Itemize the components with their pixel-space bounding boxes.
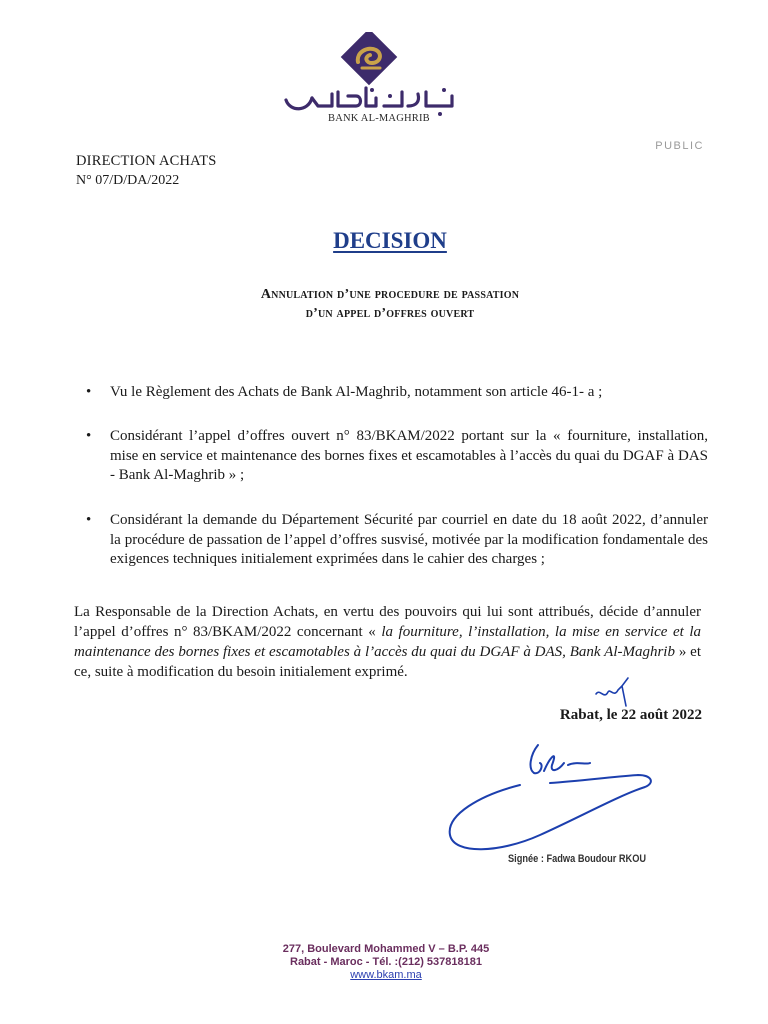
footer-city-phone: Rabat - Maroc - Tél. :(212) 537818181 [290,956,482,968]
classification-label: PUBLIC [655,140,704,152]
consideration-item [88,427,708,486]
signatory-caption: Signée : Fadwa Boudour RKOU [508,853,647,865]
logo-latin-name: BANK AL-MAGHRIB [328,113,430,124]
page-footer [0,943,768,982]
bank-logo [280,32,460,132]
page-title: DECISION [333,228,447,253]
consideration-text: Considérant la demande du Département Sécurité par courriel en date du 18 août 2022, d’annuler la procédure de passation de l’appel d’offres susvisé, motivée par la modification fondamentale des exigences techniques initialement exprimées dans le cahier des charges ; [110,512,708,567]
bullet-icon: • [86,428,92,444]
consideration-text: Considérant l’appel d’offres ouvert n° 83/BKAM/2022 portant sur la « fourniture, installation, mise en service et maintenance des bornes fixes et escamotables à l’accès du quai du DGAF à DAS - Bank Al-Maghrib » ; [110,428,708,483]
consideration-item [88,383,708,403]
subtitle-line-2: d’un appel d’offres ouvert [305,306,475,321]
decision-paragraph [74,602,701,682]
bullet-icon: • [86,512,92,528]
document-reference: N° 07/D/DA/2022 [76,173,180,188]
footer-address: 277, Boulevard Mohammed V – B.P. 445 [282,943,490,955]
paraph-initials [592,672,636,708]
consideration-item [88,511,708,570]
decision-outro: » et ce, suite à modification du besoin initialement exprimé. [74,644,701,680]
consideration-text: Vu le Règlement des Achats de Bank Al-Maghrib, notamment son article 46-1- a ; [110,384,603,400]
issuing-direction: DIRECTION ACHATS [76,153,217,169]
document-subtitle [0,285,768,323]
decision-intro: La Responsable de la Direction Achats, en vertu des pouvoirs qui lui sont attribués, décide d’annuler l’appel d’offres n° 83/BKAM/2022 concernant « [74,604,701,640]
place-and-date: Rabat, le 22 août 2022 [559,707,702,723]
bullet-icon: • [86,384,92,400]
decision-object: la fourniture, l’installation, la mise en service et la maintenance des bornes fixes et escamotables à l’accès du quai du DGAF à DAS, Bank Al-Maghrib [74,624,701,660]
handwritten-signature [440,735,665,865]
subtitle-line-1: Annulation d’une procedure de passation [260,287,520,302]
footer-website-link[interactable]: www.bkam.ma [350,969,422,981]
